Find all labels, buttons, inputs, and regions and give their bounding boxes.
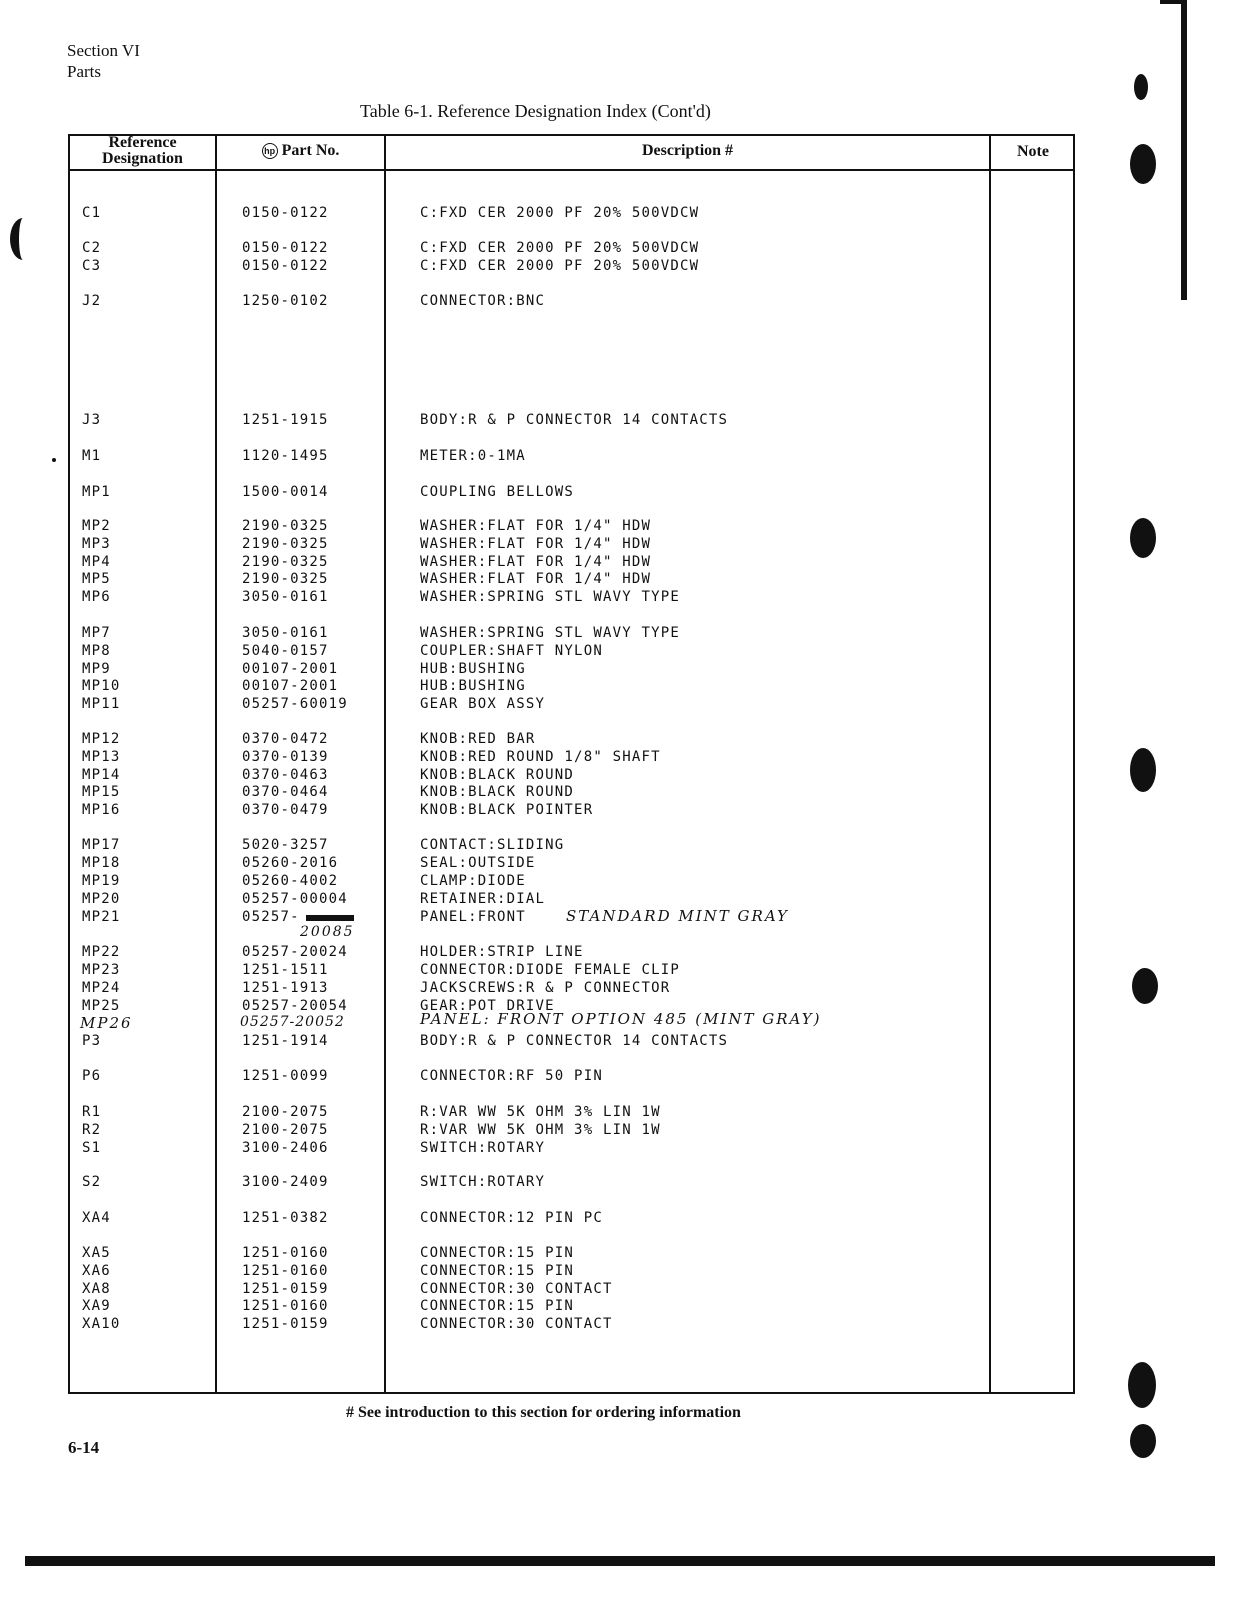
part-description: CONNECTOR:15 PIN xyxy=(420,1298,575,1314)
part-number: 1251-0160 xyxy=(242,1298,329,1314)
part-number: 1251-1914 xyxy=(242,1033,329,1049)
ref-designation: XA8 xyxy=(82,1281,111,1297)
column-header-description: Description # xyxy=(641,142,734,159)
subsection-label: Parts xyxy=(67,62,101,81)
ref-designation: S1 xyxy=(82,1140,102,1156)
part-number: 05257- xyxy=(242,909,300,925)
part-description: HOLDER:STRIP LINE xyxy=(420,944,584,960)
part-description: CONNECTOR:15 PIN xyxy=(420,1245,575,1261)
ref-designation: J2 xyxy=(82,293,102,309)
ref-designation: C1 xyxy=(82,205,102,221)
ref-designation: P3 xyxy=(82,1033,102,1049)
part-description: CONNECTOR:30 CONTACT xyxy=(420,1316,613,1332)
ref-designation: XA9 xyxy=(82,1298,111,1314)
ref-designation: MP6 xyxy=(82,589,111,605)
ref-designation: MP21 xyxy=(82,909,121,925)
part-number: 0370-0479 xyxy=(242,802,329,818)
part-description: C:FXD CER 2000 PF 20% 500VDCW xyxy=(420,258,700,274)
part-description: KNOB:RED BAR xyxy=(420,731,536,747)
binder-hole xyxy=(1132,968,1158,1004)
ref-designation: MP25 xyxy=(82,998,121,1014)
part-number: 0370-0464 xyxy=(242,784,329,800)
part-number: 0150-0122 xyxy=(242,240,329,256)
part-number: 00107-2001 xyxy=(242,678,339,694)
part-number: 1251-0099 xyxy=(242,1068,329,1084)
ref-designation: MP14 xyxy=(82,767,121,783)
part-description: HUB:BUSHING xyxy=(420,678,526,694)
column-header-part xyxy=(217,142,384,160)
column-header-reference-line2: Designation xyxy=(102,150,183,167)
ref-designation: MP5 xyxy=(82,571,111,587)
part-description: CONNECTOR:30 CONTACT xyxy=(420,1281,613,1297)
part-description: WASHER:FLAT FOR 1/4" HDW xyxy=(420,518,652,534)
ref-designation: S2 xyxy=(82,1174,102,1190)
part-number: 1251-0159 xyxy=(242,1281,329,1297)
binder-hole xyxy=(1130,1424,1156,1458)
ref-designation: MP4 xyxy=(82,554,111,570)
part-description: R:VAR WW 5K OHM 3% LIN 1W xyxy=(420,1122,661,1138)
part-number: 05257-20054 xyxy=(242,998,348,1014)
part-description: WASHER:FLAT FOR 1/4" HDW xyxy=(420,554,652,570)
part-number: 0370-0472 xyxy=(242,731,329,747)
ref-designation: MP11 xyxy=(82,696,121,712)
ref-designation: C3 xyxy=(82,258,102,274)
part-number: 00107-2001 xyxy=(242,661,339,677)
part-description: COUPLING BELLOWS xyxy=(420,484,575,500)
part-description: BODY:R & P CONNECTOR 14 CONTACTS xyxy=(420,412,729,428)
ref-designation: MP10 xyxy=(82,678,121,694)
column-header-reference xyxy=(70,135,215,167)
column-header-reference-line1: Reference xyxy=(108,134,177,151)
ref-designation: MP13 xyxy=(82,749,121,765)
part-description: RETAINER:DIAL xyxy=(420,891,546,907)
part-number: 0150-0122 xyxy=(242,258,329,274)
part-description: WASHER:SPRING STL WAVY TYPE xyxy=(420,589,680,605)
part-description: CONNECTOR:DIODE FEMALE CLIP xyxy=(420,962,680,978)
ref-designation: MP1 xyxy=(82,484,111,500)
ref-designation: MP16 xyxy=(82,802,121,818)
ref-designation: P6 xyxy=(82,1068,102,1084)
part-number: 05257-00004 xyxy=(242,891,348,907)
part-description: C:FXD CER 2000 PF 20% 500VDCW xyxy=(420,205,700,221)
handwritten-color-note: STANDARD MINT GRAY xyxy=(566,907,789,925)
column-divider xyxy=(989,134,991,1394)
part-description: COUPLER:SHAFT NYLON xyxy=(420,643,603,659)
part-description: C:FXD CER 2000 PF 20% 500VDCW xyxy=(420,240,700,256)
part-description: KNOB:BLACK ROUND xyxy=(420,784,575,800)
column-divider xyxy=(215,134,217,1394)
part-number: 1251-1915 xyxy=(242,412,329,428)
binder-hole xyxy=(1130,748,1156,792)
table-title: Table 6-1. Reference Designation Index (Cont'd) xyxy=(360,101,711,121)
part-description: CONNECTOR:BNC xyxy=(420,293,546,309)
binder-hole xyxy=(1134,74,1148,100)
ref-designation: MP20 xyxy=(82,891,121,907)
ref-designation: XA4 xyxy=(82,1210,111,1226)
binder-hole xyxy=(1128,1362,1156,1408)
ref-designation: MP12 xyxy=(82,731,121,747)
part-description: WASHER:SPRING STL WAVY TYPE xyxy=(420,625,680,641)
page-edge-bar xyxy=(1181,0,1187,300)
handwritten-part-correction: 20085 xyxy=(300,924,355,940)
part-number: 1251-1913 xyxy=(242,980,329,996)
footnote: # See introduction to this section for ordering information xyxy=(346,1404,741,1421)
margin-dot xyxy=(52,458,56,462)
part-description: CLAMP:DIODE xyxy=(420,873,526,889)
part-description: SEAL:OUTSIDE xyxy=(420,855,536,871)
margin-bracket-mark xyxy=(10,218,36,260)
part-number: 3100-2409 xyxy=(242,1174,329,1190)
bottom-edge-bar xyxy=(25,1556,1215,1566)
ref-designation: C2 xyxy=(82,240,102,256)
part-description: CONNECTOR:15 PIN xyxy=(420,1263,575,1279)
handwritten-part-mp26: 05257-20052 xyxy=(240,1014,345,1030)
ref-designation: MP23 xyxy=(82,962,121,978)
part-number: 1251-0160 xyxy=(242,1245,329,1261)
part-description: KNOB:RED ROUND 1/8" SHAFT xyxy=(420,749,661,765)
ref-designation: MP8 xyxy=(82,643,111,659)
ref-designation: XA10 xyxy=(82,1316,121,1332)
part-number: 2190-0325 xyxy=(242,536,329,552)
part-description: CONNECTOR:12 PIN PC xyxy=(420,1210,603,1226)
part-number: 05257-60019 xyxy=(242,696,348,712)
part-number: 1251-0159 xyxy=(242,1316,329,1332)
part-number: 0370-0463 xyxy=(242,767,329,783)
part-description: GEAR BOX ASSY xyxy=(420,696,546,712)
part-description: METER:0-1MA xyxy=(420,448,526,464)
ref-designation: XA6 xyxy=(82,1263,111,1279)
header-divider xyxy=(68,169,1075,171)
part-number: 2190-0325 xyxy=(242,554,329,570)
part-number: 3100-2406 xyxy=(242,1140,329,1156)
ref-designation: R2 xyxy=(82,1122,102,1138)
part-description: R:VAR WW 5K OHM 3% LIN 1W xyxy=(420,1104,661,1120)
part-number: 0150-0122 xyxy=(242,205,329,221)
part-description: WASHER:FLAT FOR 1/4" HDW xyxy=(420,536,652,552)
part-description: KNOB:BLACK POINTER xyxy=(420,802,594,818)
part-number: 05260-4002 xyxy=(242,873,339,889)
part-number: 0370-0139 xyxy=(242,749,329,765)
binder-hole xyxy=(1130,518,1156,558)
part-number: 5020-3257 xyxy=(242,837,329,853)
handwritten-desc-mp26: PANEL: FRONT OPTION 485 (MINT GRAY) xyxy=(420,1010,822,1028)
part-number: 1500-0014 xyxy=(242,484,329,500)
part-description: SWITCH:ROTARY xyxy=(420,1174,546,1190)
part-number: 1251-1511 xyxy=(242,962,329,978)
ref-designation: R1 xyxy=(82,1104,102,1120)
part-number: 2190-0325 xyxy=(242,571,329,587)
ref-designation: XA5 xyxy=(82,1245,111,1261)
part-description: SWITCH:ROTARY xyxy=(420,1140,546,1156)
ref-designation: MP24 xyxy=(82,980,121,996)
part-number: 5040-0157 xyxy=(242,643,329,659)
ref-designation: MP2 xyxy=(82,518,111,534)
column-divider xyxy=(384,134,386,1394)
part-number: 1120-1495 xyxy=(242,448,329,464)
part-number: 1250-0102 xyxy=(242,293,329,309)
part-description: KNOB:BLACK ROUND xyxy=(420,767,575,783)
part-number: 1251-0382 xyxy=(242,1210,329,1226)
ref-designation: MP3 xyxy=(82,536,111,552)
ref-designation: MP19 xyxy=(82,873,121,889)
part-number: 3050-0161 xyxy=(242,625,329,641)
ref-designation: MP7 xyxy=(82,625,111,641)
part-number: 1251-0160 xyxy=(242,1263,329,1279)
strikethrough-mark xyxy=(306,915,354,921)
ref-designation: M1 xyxy=(82,448,102,464)
handwritten-ref-mp26: MP26 xyxy=(80,1014,133,1032)
part-description: HUB:BUSHING xyxy=(420,661,526,677)
binder-hole xyxy=(1130,144,1156,184)
part-description: JACKSCREWS:R & P CONNECTOR xyxy=(420,980,671,996)
ref-designation: MP17 xyxy=(82,837,121,853)
page-number: 6-14 xyxy=(68,1438,100,1457)
ref-designation: MP15 xyxy=(82,784,121,800)
part-number: 2100-2075 xyxy=(242,1122,329,1138)
part-description: BODY:R & P CONNECTOR 14 CONTACTS xyxy=(420,1033,729,1049)
part-description: WASHER:FLAT FOR 1/4" HDW xyxy=(420,571,652,587)
part-description: CONTACT:SLIDING xyxy=(420,837,565,853)
part-number: 05257-20024 xyxy=(242,944,348,960)
part-number: 3050-0161 xyxy=(242,589,329,605)
ref-designation: MP22 xyxy=(82,944,121,960)
part-description: CONNECTOR:RF 50 PIN xyxy=(420,1068,603,1084)
hp-logo-icon: hp xyxy=(262,143,278,159)
section-header xyxy=(67,40,140,82)
column-header-part-label: Part No. xyxy=(281,142,340,159)
ref-designation: MP18 xyxy=(82,855,121,871)
ref-designation: MP9 xyxy=(82,661,111,677)
part-number: 05260-2016 xyxy=(242,855,339,871)
part-description: PANEL:FRONT xyxy=(420,909,526,925)
column-header-note: Note xyxy=(1017,143,1049,160)
ref-designation: J3 xyxy=(82,412,102,428)
part-number: 2190-0325 xyxy=(242,518,329,534)
section-label: Section VI xyxy=(67,41,140,60)
part-number: 2100-2075 xyxy=(242,1104,329,1120)
part-description: GEAR:POT DRIVE xyxy=(420,998,555,1014)
